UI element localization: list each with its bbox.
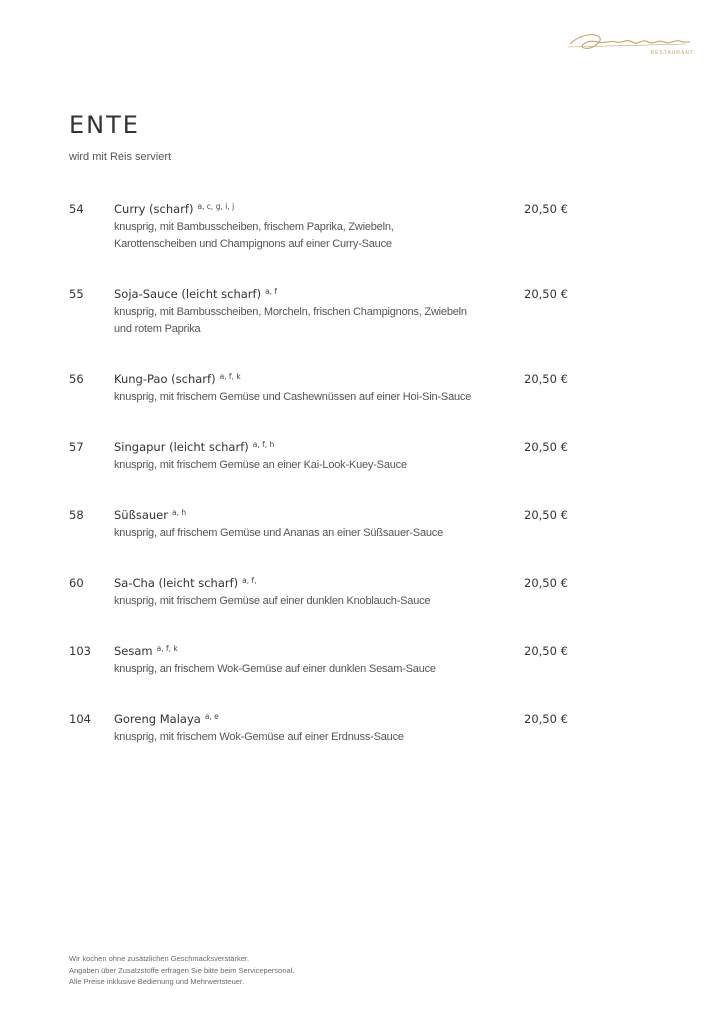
- item-price: 20,50 €: [524, 202, 568, 216]
- item-description: knusprig, mit Bambusscheiben, frischem Paprika, Zwiebeln, Karottenscheiben und Champignons auf einer Curry-Sauce: [114, 221, 394, 250]
- footer-line: Wir kochen ohne zusätzlichen Geschmacksverstärker.: [69, 954, 250, 963]
- item-name: Kung-Pao (scharf) $^{a, f, k}$: [114, 372, 241, 386]
- item-description: knusprig, mit frischem Gemüse und Cashewnüssen auf einer Hoi-Sin-Sauce: [114, 391, 472, 403]
- item-number: 58: [69, 508, 84, 522]
- item-name: Soja-Sauce (leicht scharf) $^{a, f}$: [114, 287, 278, 301]
- item-allergens: a, f, k: [156, 644, 178, 653]
- item-name: Sesam $^{a, f, k}$: [114, 644, 178, 658]
- item-price: 20,50 €: [524, 576, 568, 590]
- item-name: Süßsauer $^{a, h}$: [114, 508, 187, 522]
- logo-script-icon: [566, 30, 694, 52]
- item-number: 103: [69, 644, 91, 658]
- item-price: 20,50 €: [524, 644, 568, 658]
- item-number: 54: [69, 202, 84, 216]
- item-description: knusprig, mit frischem Gemüse auf einer dunklen Knoblauch-Sauce: [114, 595, 431, 607]
- item-allergens: a, f, h: [252, 440, 275, 449]
- item-number: 55: [69, 287, 84, 301]
- item-number: 57: [69, 440, 84, 454]
- item-allergens: a, f,: [242, 576, 257, 585]
- footer-notes: [69, 953, 294, 988]
- logo-subtitle: RESTAURANT: [650, 50, 694, 56]
- item-number: 60: [69, 576, 84, 590]
- item-description: knusprig, mit frischem Wok-Gemüse auf einer Erdnuss-Sauce: [114, 731, 404, 743]
- item-description: knusprig, mit Bambusscheiben, Morcheln, frischen Champignons, Zwiebeln und rotem Paprika: [114, 306, 467, 335]
- item-description: knusprig, an frischem Wok-Gemüse auf einer dunklen Sesam-Sauce: [114, 663, 436, 675]
- item-allergens: a, c, g, i, j: [197, 202, 235, 211]
- item-allergens: a, h: [171, 508, 187, 517]
- item-price: 20,50 €: [524, 440, 568, 454]
- restaurant-logo: [566, 30, 694, 60]
- section-subtitle: wird mit Reis serviert: [69, 151, 172, 163]
- item-name: Sa-Cha (leicht scharf) $^{a, f,}$: [114, 576, 257, 590]
- item-allergens: a, f: [265, 287, 278, 296]
- item-allergens: a, e: [204, 712, 219, 721]
- item-name: Singapur (leicht scharf) $^{a, f, h}$: [114, 440, 275, 454]
- footer-line: Alle Preise inklusive Bedienung und Mehrwertsteuer.: [69, 977, 245, 986]
- item-name: Goreng Malaya $^{a, e}$: [114, 712, 219, 726]
- item-name: Curry (scharf) $^{a, c, g, i, j}$: [114, 202, 235, 216]
- item-description: knusprig, auf frischem Gemüse und Ananas an einer Süßsauer-Sauce: [114, 527, 444, 539]
- item-price: 20,50 €: [524, 287, 568, 301]
- item-price: 20,50 €: [524, 508, 568, 522]
- item-description: knusprig, mit frischem Gemüse an einer Kai-Look-Kuey-Sauce: [114, 459, 407, 471]
- section-title: ENTE: [69, 111, 140, 139]
- item-price: 20,50 €: [524, 712, 568, 726]
- item-number: 104: [69, 712, 91, 726]
- footer-line: Angaben über Zusatzstoffe erfragen Sie bitte beim Servicepersonal.: [69, 965, 295, 975]
- item-allergens: a, f, k: [219, 372, 241, 381]
- item-price: 20,50 €: [524, 372, 568, 386]
- item-number: 56: [69, 372, 84, 386]
